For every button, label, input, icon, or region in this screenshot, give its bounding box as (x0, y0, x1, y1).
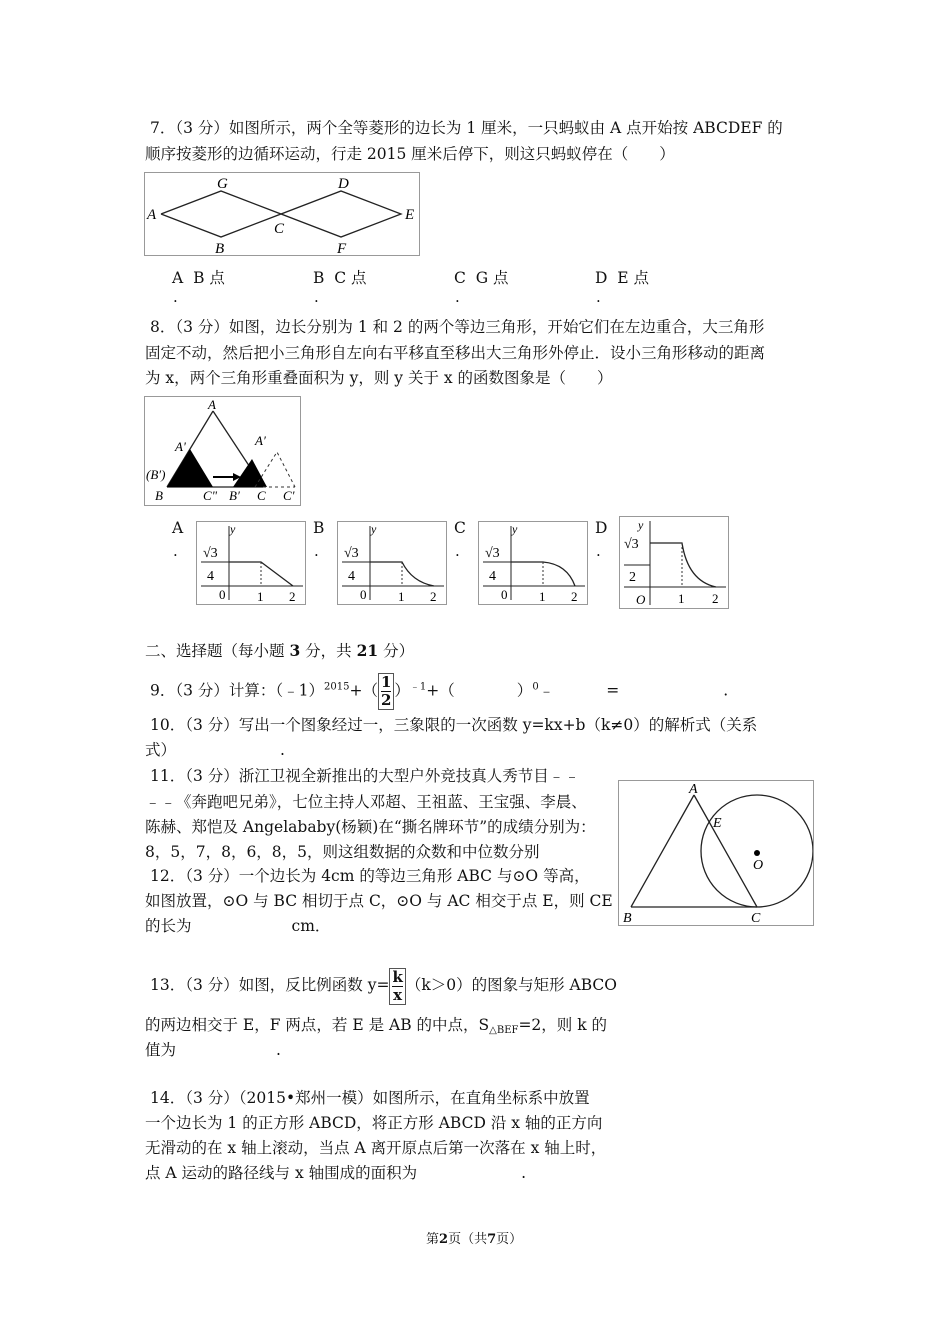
graph-two: 2 (571, 589, 578, 604)
option-dot: . (314, 288, 319, 306)
q8-label-a-prime: A' (175, 439, 186, 454)
q12-line1: 12．（3 分）一个边长为 4cm 的等边三角形 ABC 与⊙O 等高， (150, 867, 590, 885)
q7-label-b: B (215, 241, 225, 255)
q14-line4: 点 A 运动的路径线与 x 轴围成的面积为 . (145, 1164, 527, 1182)
q8-graph-c (478, 521, 588, 605)
q8-label-a: A (208, 397, 216, 412)
page-footer: 第2页（共7页） (426, 1232, 523, 1247)
q8-graph-d (619, 516, 729, 609)
q7-label-c: C (274, 221, 285, 237)
graph-zero: 0 (501, 587, 508, 602)
q8-graph-a (196, 521, 306, 605)
q13-line2: 的两边相交于 E，F 两点，若 E 是 AB 的中点，$S_{\triangle BEF}=2$，则 k 的 (145, 1016, 608, 1036)
q7-option-c[interactable]: C G 点 (454, 269, 509, 287)
graph-zero: 0 (360, 587, 367, 602)
q12-label-c: C (751, 911, 761, 925)
graph-one: 1 (539, 589, 546, 604)
option-dot: . (455, 542, 460, 560)
q8-graph-b (337, 521, 447, 605)
graph-one: 1 (257, 589, 264, 604)
q8-line2: 固定不动，然后把小三角形自左向右平移直至移出大三角形外停止．设小三角形移动的距离 (145, 344, 766, 362)
graph-four: 4 (348, 569, 355, 584)
graph-one: 1 (398, 589, 405, 604)
graph-y-label: y (371, 522, 377, 536)
q12-label-a: A (689, 782, 698, 797)
q7-label-f: F (337, 241, 347, 255)
q7-option-a[interactable]: A B 点 (172, 269, 225, 287)
q8-label-b-prime2: B′ (229, 488, 240, 503)
q12-label-o: O (753, 858, 764, 873)
q7-option-b[interactable]: B C 点 (313, 269, 367, 287)
section-heading: 二、选择题（每小题 3 分，共 21 分） (145, 641, 415, 660)
option-dot: . (173, 288, 178, 306)
q11-line2: ﹣﹣《奔跑吧兄弟》，七位主持人邓超、王祖蓝、王宝强、李晨、 (145, 793, 587, 811)
q8-label-c-prime: C' (283, 488, 295, 503)
graph-zero: 0 (219, 587, 226, 602)
graph-sqrt3: √3 (344, 546, 359, 561)
option-dot: . (173, 542, 178, 560)
q8-label-b-prime: (B′) (146, 467, 166, 482)
graph-four: 4 (489, 569, 496, 584)
q11-line1: 11．（3 分）浙江卫视全新推出的大型户外竞技真人秀节目﹣﹣ (150, 767, 580, 785)
q8-option-d[interactable]: D (595, 519, 608, 537)
graph-y-label: y (638, 518, 644, 532)
q7-label-d: D (338, 176, 349, 192)
q8-label-c: C (257, 488, 266, 503)
graph-sqrt3: √3 (624, 537, 639, 552)
q12-circle-figure (618, 780, 814, 926)
q7-rhombus-figure (144, 172, 420, 256)
q12-label-b: B (623, 911, 632, 925)
q8-option-b[interactable]: B (313, 519, 325, 537)
q12-line3: 的长为 cm． (145, 917, 331, 935)
q13-line1: 13．（3 分）如图，反比例函数 y= $\frac{k}{x}$ （k＞0）的图象与矩形 ABCO (150, 967, 617, 1004)
q13-fraction: $\frac{k}{x}$ (389, 968, 405, 1005)
option-dot: . (596, 288, 601, 306)
q7-line1: 7．（3 分）如图所示，两个全等菱形的边长为 1 厘米，一只蚂蚁由 A 点开始按 ABCDEF 的 (150, 119, 783, 137)
graph-four: 4 (207, 569, 214, 584)
graph-two: 2 (712, 591, 719, 606)
q13-line3: 值为 . (145, 1041, 281, 1059)
graph-two: 2 (430, 589, 437, 604)
graph-sqrt3: √3 (203, 546, 218, 561)
option-dot: . (596, 542, 601, 560)
option-dot: . (455, 288, 460, 306)
q7-label-g: G (217, 176, 228, 192)
graph-y-label: y (512, 522, 518, 536)
q14-line2: 一个边长为 1 的正方形 ABCD，将正方形 ABCD 沿 x 轴的正方向 (145, 1114, 603, 1132)
q8-label-a-prime2: A′ (255, 433, 266, 448)
q7-label-a: A (147, 207, 157, 223)
q9: 9．（3 分）计算：（﹣1）$^{2015}$+（ $\frac{1}{2}$ ）$^{﹣1}$+（ ）$^0$﹣ = . (150, 673, 729, 709)
graph-origin: O (636, 592, 646, 607)
graph-y-label: y (230, 522, 236, 536)
q14-line3: 无滑动的在 x 轴上滚动，当点 A 离开原点后第一次落在 x 轴上时， (145, 1139, 607, 1157)
q8-option-a[interactable]: A (172, 519, 184, 537)
q12-line2: 如图放置，⊙O 与 BC 相切于点 C，⊙O 与 AC 相交于点 E，则 CE (145, 892, 613, 910)
q11-line4: 8，5，7，8，6，8，5，则这组数据的众数和中位数分别 (145, 843, 540, 861)
q11-line3: 陈赫、郑恺及 Angelababy(杨颖)在“撕名牌环节”的成绩分别为： (145, 818, 596, 836)
q8-label-b: B (155, 488, 163, 503)
q7-label-e: E (405, 207, 415, 223)
q8-option-c[interactable]: C (454, 519, 466, 537)
q14-line1: 14．（3 分）（2015•郑州一模）如图所示，在直角坐标系中放置 (150, 1089, 590, 1107)
q10-line2: 式） . (145, 741, 285, 759)
q9-fraction: $\frac{1}{2}$ (378, 673, 394, 710)
q7-option-d[interactable]: D E 点 (595, 269, 650, 287)
graph-sqrt3: √3 (485, 546, 500, 561)
q10-line1: 10．（3 分）写出一个图象经过一，三象限的一次函数 y=kx+b（k≠0）的解析式（关系 (150, 716, 758, 734)
q8-triangle-figure (144, 396, 301, 506)
q12-label-e: E (713, 816, 722, 831)
graph-one: 1 (678, 591, 685, 606)
q8-line1: 8．（3 分）如图，边长分别为 1 和 2 的两个等边三角形，开始它们在左边重合，大三角形 (150, 318, 765, 336)
q8-label-c2: C" (203, 488, 218, 503)
q7-line2: 顺序按菱形的边循环运动，行走 2015 厘米后停下，则这只蚂蚁停在（ ） (145, 145, 675, 163)
graph-two-denom: 2 (629, 570, 636, 585)
q8-line3: 为 x，两个三角形重叠面积为 y，则 y 关于 x 的函数图象是（ ） (145, 369, 613, 387)
graph-two: 2 (289, 589, 296, 604)
option-dot: . (314, 542, 319, 560)
